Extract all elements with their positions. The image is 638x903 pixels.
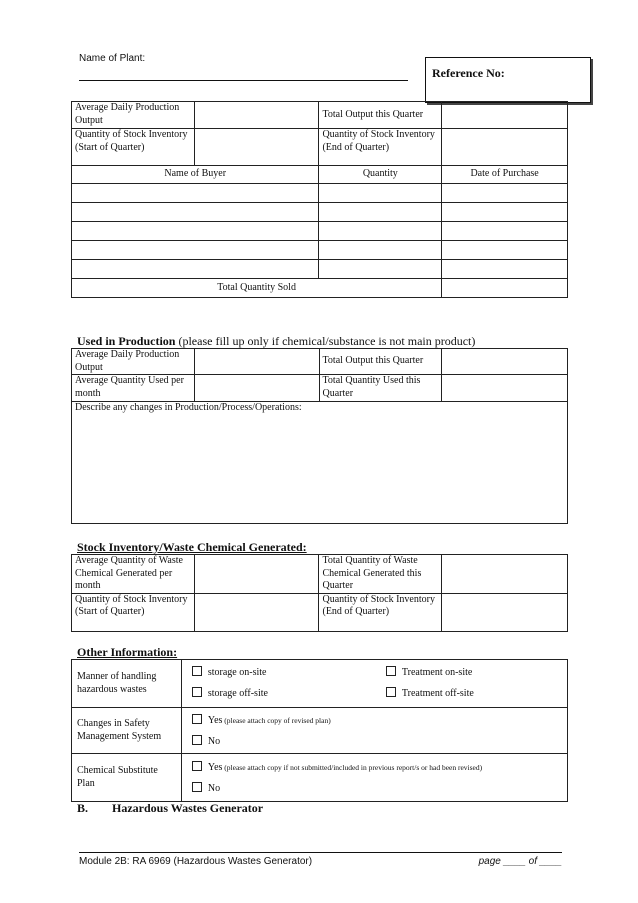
- reference-label: Reference No:: [432, 66, 505, 80]
- safety-management-label: Changes in Safety Management System: [72, 708, 182, 754]
- total-waste-generated-label: Total Quantity of Waste Chemical Generated this Quarter: [319, 555, 442, 594]
- footer-module-text: Module 2B: RA 6969 (Hazardous Wastes Generator): [79, 856, 313, 867]
- stock-start-label: Quantity of Stock Inventory (Start of Quarter): [72, 129, 195, 166]
- option-storage-on-site[interactable]: storage on-site: [192, 666, 267, 679]
- column-name-of-buyer: Name of Buyer: [72, 166, 319, 184]
- manner-handling-label: Manner of handling hazardous wastes: [72, 660, 182, 708]
- inventory-end-label: Quantity of Stock Inventory (End of Quarter): [319, 593, 442, 631]
- avg-daily-output-label: Average Daily Production Output: [72, 102, 195, 129]
- column-quantity: Quantity: [319, 166, 442, 184]
- checkbox-icon[interactable]: [192, 666, 202, 676]
- total-quantity-sold-label: Total Quantity Sold: [72, 279, 442, 298]
- stock-end-label: Quantity of Stock Inventory (End of Quarter): [319, 129, 442, 166]
- avg-waste-generated-field[interactable]: [194, 555, 319, 594]
- checkbox-icon[interactable]: [192, 761, 202, 771]
- stock-start-field[interactable]: [194, 129, 319, 166]
- avg-quantity-used-field[interactable]: [194, 375, 319, 402]
- total-output-label: Total Output this Quarter: [319, 102, 442, 129]
- option-substitute-yes[interactable]: Yes (please attach copy if not submitted/included in previous report/s or had been revised): [192, 761, 564, 774]
- section-b-letter: B.: [77, 801, 89, 815]
- option-storage-off-site[interactable]: storage off-site: [192, 687, 268, 700]
- total-waste-generated-field[interactable]: [442, 555, 568, 594]
- table-row: [72, 184, 568, 203]
- footer-rule: [79, 852, 562, 853]
- other-information-title: Other Information:: [77, 645, 178, 659]
- total-quantity-used-field[interactable]: [442, 375, 568, 402]
- checkbox-icon[interactable]: [386, 687, 396, 697]
- table-row: [72, 260, 568, 279]
- option-safety-no[interactable]: No: [192, 735, 564, 748]
- stock-inventory-table: [71, 554, 568, 632]
- chemical-substitute-label: Chemical Substitute Plan: [72, 754, 182, 802]
- used-avg-daily-output-label: Average Daily Production Output: [72, 349, 195, 375]
- table-row: [72, 203, 568, 222]
- inventory-start-label: Quantity of Stock Inventory (Start of Quarter): [72, 593, 195, 631]
- other-information-table: [71, 659, 568, 802]
- checkbox-icon[interactable]: [192, 782, 202, 792]
- option-safety-yes[interactable]: Yes (please attach copy of revised plan): [192, 714, 564, 727]
- checkbox-icon[interactable]: [192, 735, 202, 745]
- checkbox-icon[interactable]: [192, 687, 202, 697]
- section-b-title: Hazardous Wastes Generator: [112, 801, 264, 815]
- reference-box[interactable]: [425, 57, 591, 103]
- inventory-start-field[interactable]: [194, 593, 319, 631]
- plant-name-line[interactable]: [79, 80, 408, 81]
- option-treatment-on-site[interactable]: Treatment on-site: [386, 666, 472, 679]
- avg-waste-generated-label: Average Quantity of Waste Chemical Generated per month: [72, 555, 195, 594]
- total-quantity-used-label: Total Quantity Used this Quarter: [319, 375, 442, 402]
- avg-quantity-used-label: Average Quantity Used per month: [72, 375, 195, 402]
- used-total-output-field[interactable]: [442, 349, 568, 375]
- checkbox-icon[interactable]: [192, 714, 202, 724]
- sales-table: [71, 101, 568, 298]
- used-avg-daily-output-field[interactable]: [194, 349, 319, 375]
- section-b-heading: [77, 801, 263, 816]
- table-row: [72, 241, 568, 260]
- column-date-of-purchase: Date of Purchase: [442, 166, 568, 184]
- describe-changes-label: Describe any changes in Production/Process/Operations:: [75, 402, 302, 413]
- used-total-output-label: Total Output this Quarter: [319, 349, 442, 375]
- plant-name-label: Name of Plant:: [79, 53, 146, 64]
- table-row: [72, 222, 568, 241]
- stock-inventory-title: Stock Inventory/Waste Chemical Generated:: [77, 540, 307, 554]
- option-substitute-no[interactable]: No: [192, 782, 564, 795]
- inventory-end-field[interactable]: [442, 593, 568, 631]
- used-in-production-table: [71, 348, 568, 524]
- used-in-production-title: Used in Production (please fill up only if chemical/substance is not main product): [77, 334, 476, 348]
- avg-daily-output-field[interactable]: [194, 102, 319, 129]
- total-quantity-sold-field[interactable]: [442, 279, 568, 298]
- footer-page-number: page ____ of ____: [478, 856, 562, 867]
- option-treatment-off-site[interactable]: Treatment off-site: [386, 687, 474, 700]
- describe-changes-field[interactable]: [72, 402, 568, 524]
- stock-end-field[interactable]: [442, 129, 568, 166]
- total-output-field[interactable]: [442, 102, 568, 129]
- checkbox-icon[interactable]: [386, 666, 396, 676]
